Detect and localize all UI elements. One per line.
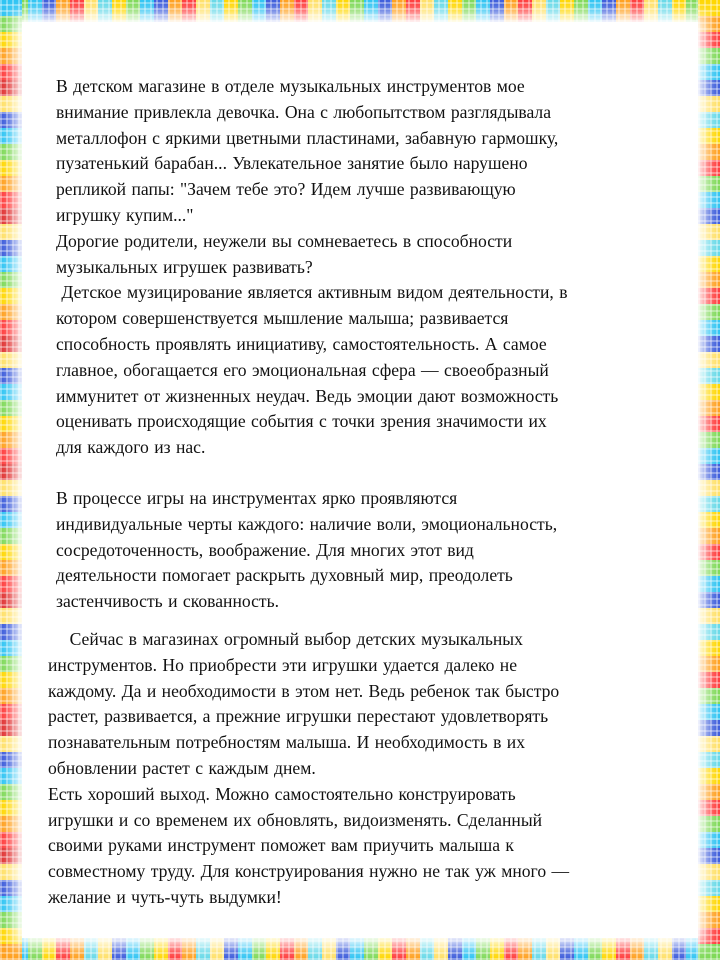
text-line: котором совершенствуется мышление малыша; развивается xyxy=(56,308,509,329)
text-line: Детское музицирование является активным видом деятельности, в xyxy=(56,282,568,303)
text-line: репликой папы: "Зачем тебе это? Идем лучше развивающую xyxy=(56,179,516,200)
text-line: пузатенький барабан... Увлекательное занятие было нарушено xyxy=(56,153,528,174)
text-line: Дорогие родители, неужели вы сомневаетесь в способности xyxy=(56,230,513,251)
text-line: Сейчас в магазинах огромный выбор детских музыкальных xyxy=(48,628,523,649)
text-line: для каждого из нас. xyxy=(56,437,206,458)
article-body xyxy=(48,74,676,911)
text-line: Есть хороший выход. Можно самостоятельно конструировать xyxy=(48,783,516,804)
text-line: оценивать происходящие события с точки зрения значимости их xyxy=(56,411,547,432)
text-line: своими руками инструмент поможет вам приучить малыша к xyxy=(48,835,514,856)
frame-top-border xyxy=(0,0,720,22)
text-line: каждому. Да и необходимости в этом нет. Ведь ребенок так быстро xyxy=(48,680,560,701)
text-line: застенчивость и скованность. xyxy=(56,591,280,612)
text-line: обновлении растет с каждым днем. xyxy=(48,757,316,778)
paragraph-question xyxy=(56,229,676,281)
text-line: познавательным потребностям малыша. И необходимость в их xyxy=(48,732,525,753)
paragraph-spacer xyxy=(56,615,676,627)
text-line: инструментов. Но приобрести эти игрушки удается далеко не xyxy=(48,654,518,675)
text-line: способность проявлять инициативу, самостоятельность. А самое xyxy=(56,333,547,354)
text-line: растет, развивается, а прежние игрушки перестают удовлетворять xyxy=(48,706,549,727)
paragraph-spacer xyxy=(56,461,676,486)
text-line: главное, обогащается его эмоциональная сфера — своеобразный xyxy=(56,359,549,380)
text-line: иммунитет от жизненных неудач. Ведь эмоции дают возможность xyxy=(56,385,559,406)
frame-left-border xyxy=(0,0,22,960)
text-line: совместному труду. Для конструирования нужно не так уж много — xyxy=(48,861,570,882)
text-line: металлофон с яркими цветными пластинами, забавную гармошку, xyxy=(56,127,559,148)
text-line: сосредоточенность, воображение. Для многих этот вид xyxy=(56,539,474,560)
paragraph-solution xyxy=(48,782,676,911)
frame-right-border xyxy=(698,0,720,960)
text-line: желание и чуть-чуть выдумки! xyxy=(48,886,282,907)
text-line: В детском магазине в отделе музыкальных инструментов мое xyxy=(56,76,525,96)
paragraph-music-making xyxy=(56,280,676,461)
text-line: внимание привлекла девочка. Она с любопытством разглядывала xyxy=(56,101,552,122)
frame-bottom-border xyxy=(0,938,720,960)
text-line: игрушки и со временем их обновлять, видоизменять. Сделанный xyxy=(48,809,543,830)
paragraph-intro xyxy=(56,74,676,229)
text-line: В процессе игры на инструментах ярко проявляются xyxy=(56,487,458,508)
text-line: индивидуальные черты каждого: наличие воли, эмоциональность, xyxy=(56,513,558,534)
paragraph-play xyxy=(56,486,676,615)
text-line: музыкальных игрушек развивать? xyxy=(56,256,313,277)
text-line: деятельности помогает раскрыть духовный мир, преодолеть xyxy=(56,565,513,586)
paragraph-shops xyxy=(48,627,676,782)
text-line: игрушку купим..." xyxy=(56,204,194,225)
